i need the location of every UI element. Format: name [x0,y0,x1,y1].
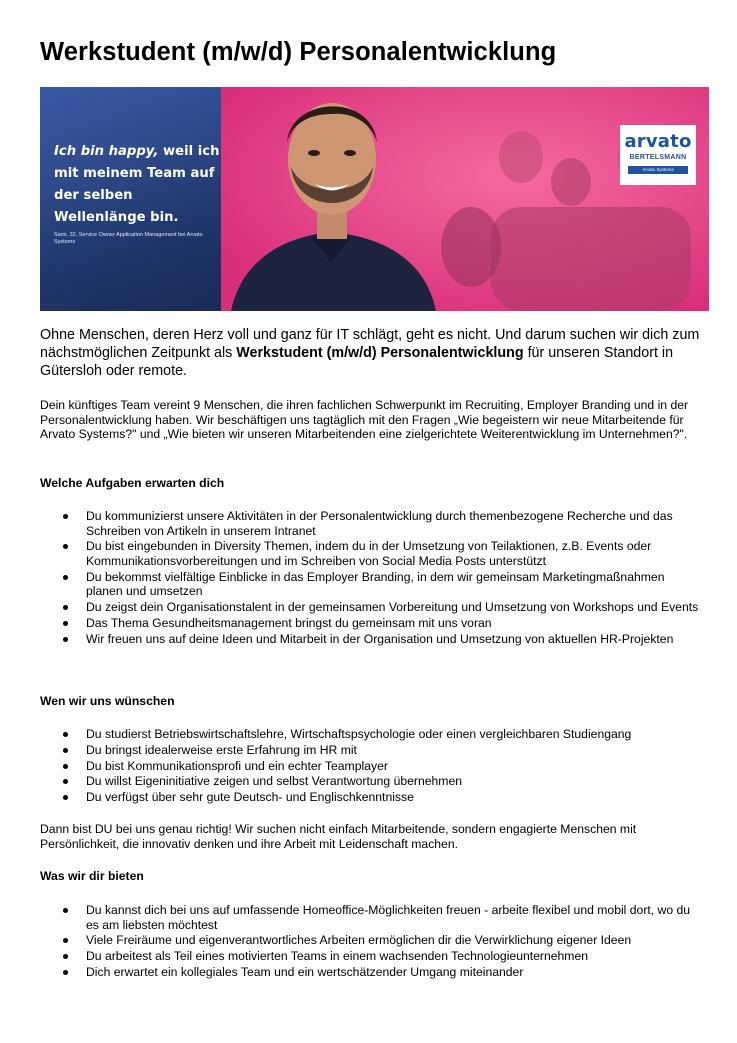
list-item [40,570,700,599]
intro-job-title: Werkstudent (m/w/d) Personalentwicklung [236,345,524,361]
list-item-text: Du zeigst dein Organisationstalent in der gemeinsamen Vorbereitung und Umsetzung von Workshops und Events [86,600,699,615]
bullet-icon [63,938,68,943]
list-item [40,903,700,932]
list-item-text: Du kommunizierst unsere Aktivitäten in der Personalentwicklung durch themenbezogene Recherche und das Schreiben von Artikeln in unserem Intranet [86,509,673,538]
list-item-text: Dich erwartet ein kollegiales Team und ein wertschätzender Umgang miteinander [86,964,524,979]
logo-sub: BERTELSMANN [629,154,687,161]
bullet-icon [63,544,68,549]
list-item [40,509,700,538]
banner-quote [54,141,224,229]
bullet-icon [63,732,68,737]
bullet-icon [63,748,68,753]
list-item [40,616,700,631]
intro-before: Ohne Menschen, deren Herz voll und ganz für IT schlägt, geht es nicht. Und darum suchen wir dich zum nächstmöglichen Zeitpunkt als [40,327,700,361]
list-item [40,933,700,948]
closing-paragraph: Dann bist DU bei uns genau richtig! Wir suchen nicht einfach Mitarbeitende, sondern engagierte Menschen mit Persönlichkeit, die innovativ denken und ihre Arbeit mit Leidenschaft machen. [40,822,637,851]
tasks-list [40,509,700,647]
wishes-heading: Wen wir uns wünschen [40,694,175,708]
list-item [40,774,700,789]
list-item [40,600,700,615]
bullet-icon [63,795,68,800]
list-item [40,965,700,980]
wishes-list [40,727,700,806]
list-item [40,743,700,758]
bullet-icon [63,575,68,580]
bullet-icon [63,970,68,975]
hero-banner [40,87,709,311]
list-item-text: Du verfügst über sehr gute Deutsch- und Englischkenntnisse [86,790,414,805]
list-item-text: Du kannst dich bei uns auf umfassende Homeoffice-Möglichkeiten freuen - arbeite flexibel und mobil dort, wo du es am liebsten möchtest [86,903,691,932]
banner-quote-emphasis: Ich bin happy, [54,144,159,159]
bullet-icon [63,637,68,642]
list-item [40,759,700,774]
list-item-text: Viele Freiräume und eigenverantwortliches Arbeiten ermöglichen dir die Verwirklichung eigener Ideen [86,933,632,948]
bullet-icon [63,621,68,626]
offers-list [40,903,700,981]
list-item [40,727,700,742]
list-item-text: Du bekommst vielfältige Einblicke in das Employer Branding, in dem wir gemeinsam Marketingmaßnahmen planen und umsetzen [86,569,665,599]
list-item [40,539,700,568]
list-item-text: Du arbeitest als Teil eines motivierten Teams in einem wachsenden Technologieunternehmen [86,949,589,964]
list-item [40,949,700,964]
list-item-text: Du bist Kommunikationsprofi und ein echter Teamplayer [86,758,388,773]
page-title: Werkstudent (m/w/d) Personalentwicklung [40,38,557,66]
bullet-icon [63,908,68,913]
list-item-text: Wir freuen uns auf deine Ideen und Mitarbeit in der Organisation und Umsetzung von aktuellen HR-Projekten [86,631,674,646]
logo-bar: Arvato Systems [628,166,688,174]
list-item-text: Du bringst idealerweise erste Erfahrung im HR mit [86,742,357,757]
list-item-text: Das Thema Gesundheitsmanagement bringst du gemeinsam mit uns voran [86,615,492,630]
list-item-text: Du willst Eigeninitiative zeigen und selbst Verantwortung übernehmen [86,774,463,789]
logo-name: arvato [624,131,692,152]
list-item-text: Du studierst Betriebswirtschaftslehre, Wirtschaftspsychologie oder einen vergleichbaren Studiengang [86,727,632,741]
bullet-icon [63,605,68,610]
list-item [40,790,700,805]
bullet-icon [63,954,68,959]
intro-paragraph [40,326,700,380]
banner-quote-panel [40,87,221,311]
banner-quote-rest: weil ich mit meinem Team auf der selben Wellenlänge bin. [54,144,220,225]
arvato-logo [620,125,696,185]
tasks-heading: Welche Aufgaben erwarten dich [40,476,225,490]
list-item-text: Du bist eingebunden in Diversity Themen, indem du in der Umsetzung von Teilaktionen, z.B. Events oder Kommunikationsvorbereitungen und im Schreiben von Social Media Posts unterstützt [86,539,652,568]
bullet-icon [63,779,68,784]
list-item [40,632,700,647]
offers-heading: Was wir dir bieten [40,869,144,883]
banner-credit: Sami, 32, Service Owner Application Management bei Arvato Systems [54,232,203,245]
team-paragraph: Dein künftiges Team vereint 9 Menschen, die ihren fachlichen Schwerpunkt im Recruiting, Employer Branding und in der Personalentwicklung haben. Wir beschäftigen uns tagtäglich mit den Fragen „Wie begeistern wir neue Mitarbeitende für Arvato Systems?" und „Wie bieten wir unseren Mitarbeitenden eine zielgerichtete Weiterentwicklung im Unternehmen?". [40,398,689,442]
bullet-icon [63,764,68,769]
team-photo [221,87,709,311]
bullet-icon [63,514,68,519]
intro-after: für unseren Standort in Gütersloh oder remote. [40,345,674,379]
